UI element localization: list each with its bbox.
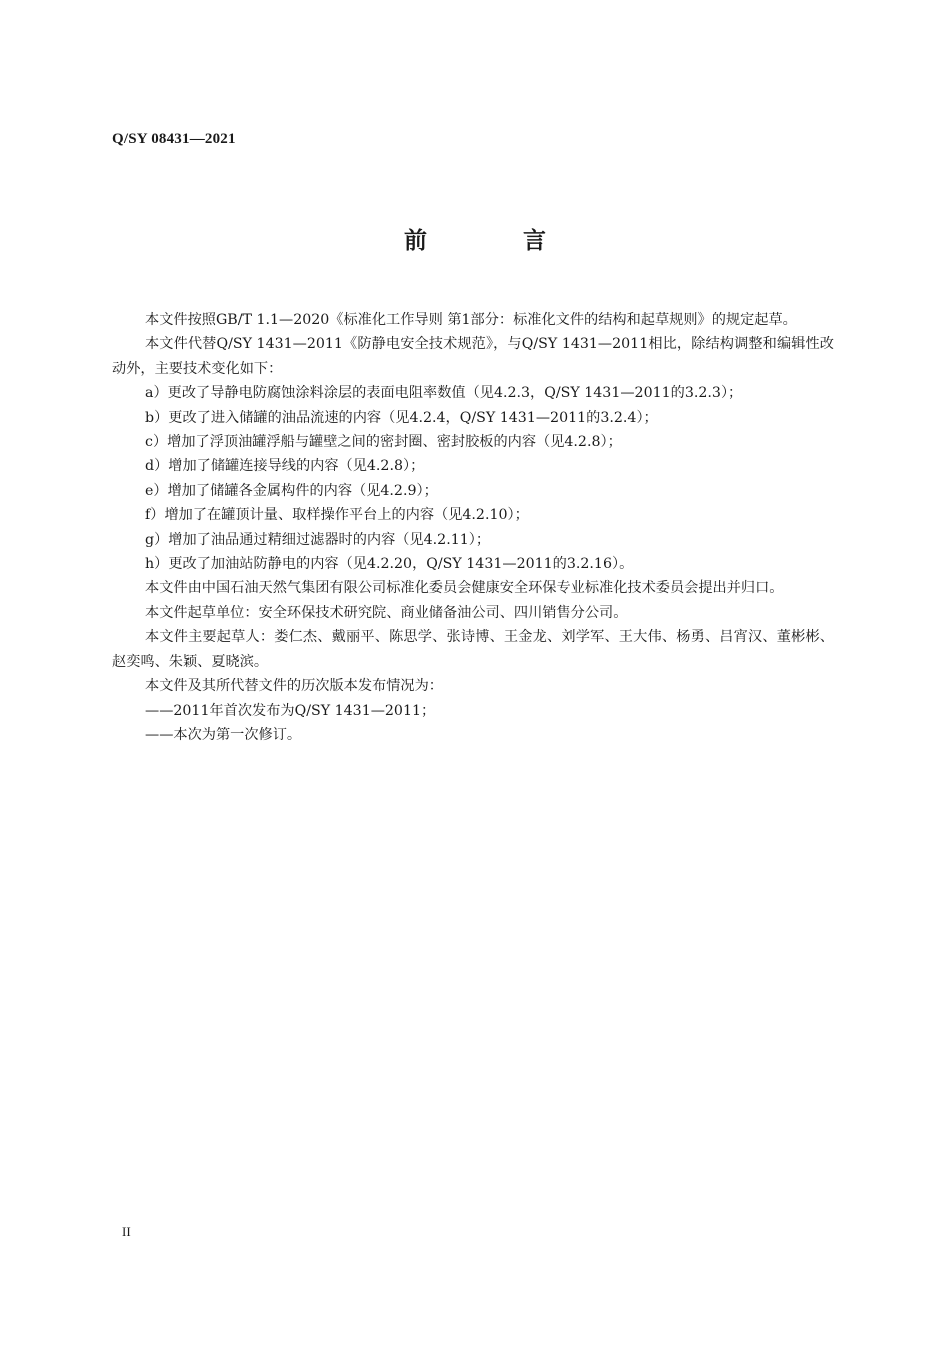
history-item: ——2011年首次发布为Q/SY 1431—2011； bbox=[145, 702, 436, 719]
paragraph-history-intro: 本文件及其所代替文件的历次版本发布情况为： bbox=[145, 678, 443, 695]
list-item: f）增加了在罐顶计量、取样操作平台上的内容（见4.2.10）； bbox=[145, 507, 529, 524]
list-item: d）增加了储罐连接导线的内容（见4.2.8）； bbox=[145, 458, 425, 475]
list-item: a）更改了导静电防腐蚀涂料涂层的表面电阻率数值（见4.2.3，Q/SY 1431—2011的3.2.3）； bbox=[145, 385, 743, 402]
foreword-body bbox=[112, 308, 834, 747]
paragraph-drafting-basis: 本文件按照GB/T 1.1—2020《标准化工作导则 第1部分：标准化文件的结构和起草规则》的规定起草。 bbox=[145, 312, 797, 328]
page-title: 前 言 bbox=[403, 228, 590, 254]
paragraph-proposer: 本文件由中国石油天然气集团有限公司标准化委员会健康安全环保专业标准化技术委员会提出并归口。 bbox=[145, 580, 784, 597]
history-item: ——本次为第一次修订。 bbox=[145, 726, 302, 743]
change-list bbox=[112, 381, 834, 576]
list-item: c）增加了浮顶油罐浮船与罐壁之间的密封圈、密封胶板的内容（见4.2.8）； bbox=[145, 434, 622, 451]
paragraph-replacement: 本文件代替Q/SY 1431—2011《防静电安全技术规范》，与Q/SY 1431—2011相比，除结构调整和编辑性改动外，主要技术变化如下： bbox=[112, 336, 834, 377]
paragraph-drafters: 本文件主要起草人：娄仁杰、戴丽平、陈思学、张诗博、王金龙、刘学军、王大伟、杨勇、吕宵汉、董彬彬、赵奕鸣、朱颖、夏晓滨。 bbox=[112, 629, 834, 670]
list-item: g）增加了油品通过精细过滤器时的内容（见4.2.11）； bbox=[145, 531, 491, 548]
paragraph-drafting-units: 本文件起草单位：安全环保技术研究院、商业储备油公司、四川销售分公司。 bbox=[145, 604, 628, 621]
list-item: e）增加了储罐各金属构件的内容（见4.2.9）； bbox=[145, 482, 438, 499]
document-code: Q/SY 08431—2021 bbox=[112, 131, 236, 147]
page-number: II bbox=[122, 1224, 131, 1239]
list-item: b）更改了进入储罐的油品流速的内容（见4.2.4，Q/SY 1431—2011的3.2.4）； bbox=[145, 409, 658, 426]
list-item: h）更改了加油站防静电的内容（见4.2.20，Q/SY 1431—2011的3.2.16）。 bbox=[145, 556, 634, 573]
